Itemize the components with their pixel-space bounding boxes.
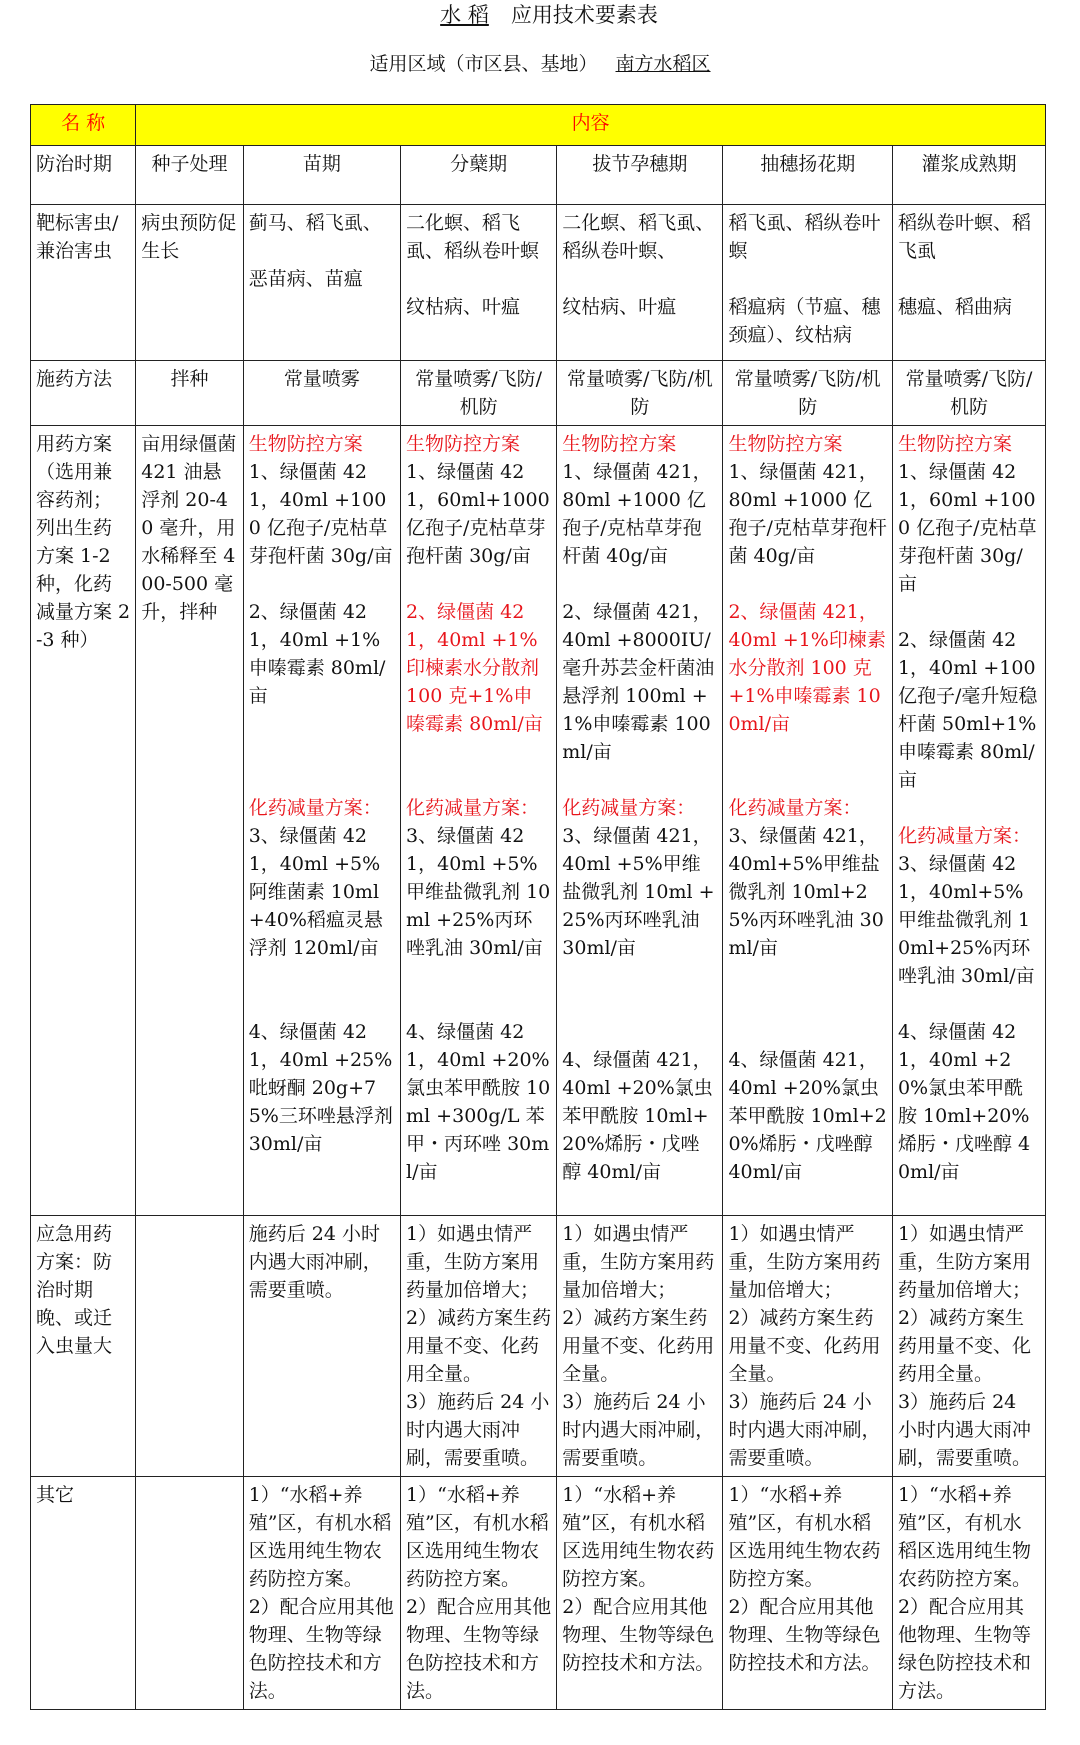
header-row bbox=[31, 105, 1046, 146]
pests-seedling bbox=[243, 205, 400, 361]
plan-tillering-2: 2、绿僵菌 421，40ml +1%印楝素水分散剂 100 克+1%申嗪霉素 80ml/亩 bbox=[406, 601, 543, 735]
plan-heading-2: 2、绿僵菌 421，40ml +1%印楝素水分散剂 100 克+1%申嗪霉素 100ml/亩 bbox=[728, 601, 886, 735]
other-note-2: 2）配合应用其他物理、生物等绿色防控技术和方法。 bbox=[728, 1596, 881, 1674]
pests-heading-insects: 稻飞虱、稻纵卷叶螟 bbox=[728, 212, 881, 262]
emergency-filling bbox=[892, 1216, 1045, 1477]
plan-jointing-2: 2、绿僵菌 421，40ml +8000IU/毫升苏芸金杆菌油悬浮剂 100ml +1%申嗪霉素 100ml/亩 bbox=[562, 601, 715, 763]
chem-plan-title: 化药减量方案： bbox=[562, 797, 696, 819]
other-filling bbox=[892, 1477, 1045, 1710]
pests-tillering bbox=[401, 205, 557, 361]
other-note-2: 2）配合应用其他物理、生物等绿色防控技术和方法。 bbox=[897, 1596, 1031, 1702]
emergency-jointing bbox=[557, 1216, 723, 1477]
emergency-note-1: 1）如遇虫情严重，生防方案用药量加倍增大； bbox=[406, 1223, 540, 1301]
other-row bbox=[31, 1477, 1046, 1710]
plan-heading bbox=[723, 426, 893, 1216]
pests-tillering-diseases: 纹枯病、叶瘟 bbox=[406, 296, 521, 318]
plan-tillering-3: 3、绿僵菌 421，40ml +5%甲维盐微乳剂 10ml +25%丙环唑乳油 30ml/亩 bbox=[406, 825, 551, 959]
other-seed bbox=[136, 1477, 243, 1710]
plan-seed: 亩用绿僵菌 421 油悬浮剂 20-40 毫升，用水稀释至 400-500 毫升，拌种 bbox=[136, 426, 243, 1216]
method-heading: 常量喷雾/飞防/机防 bbox=[723, 361, 893, 426]
emergency-note-1: 1）如遇虫情严重，生防方案用药量加倍增大； bbox=[562, 1223, 715, 1301]
method-jointing: 常量喷雾/飞防/机防 bbox=[557, 361, 723, 426]
plan-heading-3: 3、绿僵菌 421，40ml+5%甲维盐微乳剂 10ml+25%丙环唑乳油 30ml/亩 bbox=[728, 825, 884, 959]
col-jointing: 拔节孕穗期 bbox=[557, 146, 723, 205]
bio-plan-title: 生物防控方案 bbox=[897, 433, 1012, 455]
plan-filling-1: 1、绿僵菌 421，60ml +1000 亿孢子/克枯草芽孢杆菌 30g/亩 bbox=[897, 461, 1037, 595]
header-content: 内容 bbox=[136, 105, 1046, 146]
pests-tillering-insects: 二化螟、稻飞虱、稻纵卷叶螟 bbox=[406, 212, 540, 262]
pests-heading-diseases: 稻瘟病（节瘟、穗颈瘟）、纹枯病 bbox=[728, 296, 881, 346]
col-tillering: 分蘖期 bbox=[401, 146, 557, 205]
region-line bbox=[0, 50, 1080, 78]
emergency-heading bbox=[723, 1216, 893, 1477]
plan-seedling-3: 3、绿僵菌 421，40ml +5%阿维菌素 10ml +40%稻瘟灵悬浮剂 120ml/亩 bbox=[248, 825, 383, 959]
document-title bbox=[0, 0, 1080, 30]
emergency-row bbox=[31, 1216, 1046, 1477]
element-table bbox=[30, 104, 1046, 1710]
emergency-note-1: 1）如遇虫情严重，生防方案用药量加倍增大； bbox=[897, 1223, 1031, 1301]
phase-row bbox=[31, 146, 1046, 205]
region-label: 适用区域（市区县、基地） bbox=[369, 53, 598, 75]
emergency-note-2: 2）减药方案生药用量不变、化药用全量。 bbox=[406, 1307, 552, 1385]
plan-label-main: 用药方案 bbox=[36, 433, 113, 455]
pests-row bbox=[31, 205, 1046, 361]
plan-jointing-3: 3、绿僵菌 421，40ml +5%甲维盐微乳剂 10ml +25%丙环唑乳油 30ml/亩 bbox=[562, 825, 715, 959]
other-note-2: 2）配合应用其他物理、生物等绿色防控技术和方法。 bbox=[562, 1596, 715, 1674]
plan-label-note: （选用兼容药剂；列出生药方案 1-2 种，化药减量方案 2-3 种） bbox=[36, 461, 131, 651]
bio-plan-title: 生物防控方案 bbox=[728, 433, 843, 455]
pests-heading bbox=[723, 205, 893, 361]
chem-plan-title: 化药减量方案： bbox=[406, 797, 540, 819]
col-filling: 灌浆成熟期 bbox=[892, 146, 1045, 205]
emergency-note-3: 3）施药后 24 小时内遇大雨冲刷，需要重喷。 bbox=[406, 1391, 550, 1469]
plan-tillering-1: 1、绿僵菌 421，60ml+1000 亿孢子/克枯草芽孢杆菌 30g/亩 bbox=[406, 461, 550, 567]
other-tillering bbox=[401, 1477, 557, 1710]
plan-filling bbox=[892, 426, 1045, 1216]
plan-tillering bbox=[401, 426, 557, 1216]
method-label: 施药方法 bbox=[31, 361, 136, 426]
pests-jointing-diseases: 纹枯病、叶瘟 bbox=[562, 296, 677, 318]
pests-seed: 病虫预防促生长 bbox=[136, 205, 243, 361]
emergency-note-2: 2）减药方案生药用量不变、化药用全量。 bbox=[562, 1307, 715, 1385]
emergency-seed bbox=[136, 1216, 243, 1477]
other-heading bbox=[723, 1477, 893, 1710]
chem-plan-title: 化药减量方案： bbox=[248, 797, 382, 819]
col-period: 防治时期 bbox=[31, 146, 136, 205]
chem-plan-title: 化药减量方案： bbox=[728, 797, 862, 819]
other-note-2: 2）配合应用其他物理、生物等绿色防控技术和方法。 bbox=[406, 1596, 552, 1702]
pests-filling-diseases: 穗瘟、稻曲病 bbox=[897, 296, 1012, 318]
header-name: 名 称 bbox=[31, 105, 136, 146]
method-seed: 拌种 bbox=[136, 361, 243, 426]
other-seedling bbox=[243, 1477, 400, 1710]
other-note-1: 1）“水稻+养殖”区，有机水稻区选用纯生物农药防控方案。 bbox=[897, 1484, 1031, 1590]
method-filling: 常量喷雾/飞防/机防 bbox=[892, 361, 1045, 426]
other-label: 其它 bbox=[31, 1477, 136, 1710]
pests-jointing-insects: 二化螟、稻飞虱、稻纵卷叶螟、 bbox=[562, 212, 715, 262]
emergency-tillering bbox=[401, 1216, 557, 1477]
bio-plan-title: 生物防控方案 bbox=[248, 433, 363, 455]
emergency-seedling: 施药后 24 小时内遇大雨冲刷，需要重喷。 bbox=[243, 1216, 400, 1477]
method-tillering: 常量喷雾/飞防/机防 bbox=[401, 361, 557, 426]
pests-filling-insects: 稻纵卷叶螟、稻飞虱 bbox=[897, 212, 1031, 262]
col-seed: 种子处理 bbox=[136, 146, 243, 205]
plan-filling-2: 2、绿僵菌 421，40ml +100 亿孢子/毫升短稳杆菌 50ml+1%申嗪霉素 80ml/亩 bbox=[897, 629, 1038, 791]
bio-plan-title: 生物防控方案 bbox=[406, 433, 521, 455]
pests-label: 靶标害虫/兼治害虫 bbox=[31, 205, 136, 361]
col-heading: 抽穗扬花期 bbox=[723, 146, 893, 205]
title-rest: 应用技术要素表 bbox=[510, 3, 658, 27]
plan-heading-1: 1、绿僵菌 421，80ml +1000 亿孢子/克枯草芽孢杆菌 40g/亩 bbox=[728, 461, 887, 567]
plan-jointing-4: 4、绿僵菌 421，40ml +20%氯虫苯甲酰胺 10ml+20%烯肟・戊唑醇 40ml/亩 bbox=[562, 1049, 713, 1183]
plan-tillering-4: 4、绿僵菌 421，40ml +20%氯虫苯甲酰胺 10ml +300g/L 苯甲・丙环唑 30ml/亩 bbox=[406, 1021, 551, 1183]
plan-seedling-4: 4、绿僵菌 421，40ml +25%吡蚜酮 20g+75%三环唑悬浮剂 30ml/亩 bbox=[248, 1021, 393, 1155]
plan-filling-4: 4、绿僵菌 421，40ml +20%氯虫苯甲酰胺 10ml+20%烯肟・戊唑醇 40ml/亩 bbox=[897, 1021, 1031, 1183]
emergency-note-2: 2）减药方案生药用量不变、化药用全量。 bbox=[728, 1307, 881, 1385]
plan-heading-4: 4、绿僵菌 421，40ml +20%氯虫苯甲酰胺 10ml+20%烯肟・戊唑醇 40ml/亩 bbox=[728, 1049, 887, 1183]
other-note-1: 1）“水稻+养殖”区，有机水稻区选用纯生物农药防控方案。 bbox=[562, 1484, 715, 1590]
emergency-note-3: 3）施药后 24 小时内遇大雨冲刷，需要重喷。 bbox=[728, 1391, 881, 1469]
region-value: 南方水稻区 bbox=[615, 53, 711, 75]
plan-seedling-1: 1、绿僵菌 421，40ml +1000 亿孢子/克枯草芽孢杆菌 30g/亩 bbox=[248, 461, 393, 567]
plan-seedling-2: 2、绿僵菌 421，40ml +1%申嗪霉素 80ml/亩 bbox=[248, 601, 386, 707]
other-note-2: 2）配合应用其他物理、生物等绿色防控技术和方法。 bbox=[248, 1596, 394, 1702]
col-seedling: 苗期 bbox=[243, 146, 400, 205]
plan-label bbox=[31, 426, 136, 1216]
pests-seedling-insects: 蓟马、稻飞虱、 bbox=[248, 212, 382, 234]
pests-jointing bbox=[557, 205, 723, 361]
other-note-1: 1）“水稻+养殖”区，有机水稻区选用纯生物农药防控方案。 bbox=[406, 1484, 549, 1590]
other-note-1: 1）“水稻+养殖”区，有机水稻区选用纯生物农药防控方案。 bbox=[728, 1484, 881, 1590]
plan-row bbox=[31, 426, 1046, 1216]
emergency-label: 应急用药方案：防治时期晚、或迁入虫量大 bbox=[31, 1216, 136, 1477]
plan-jointing bbox=[557, 426, 723, 1216]
emergency-note-3: 3）施药后 24 小时内遇大雨冲刷，需要重喷。 bbox=[897, 1391, 1031, 1469]
emergency-note-3: 3）施药后 24 小时内遇大雨冲刷，需要重喷。 bbox=[562, 1391, 715, 1469]
pests-seedling-diseases: 恶苗病、苗瘟 bbox=[248, 268, 363, 290]
crop-name: 水 稻 bbox=[440, 3, 489, 27]
bio-plan-title: 生物防控方案 bbox=[562, 433, 677, 455]
emergency-note-1: 1）如遇虫情严重，生防方案用药量加倍增大； bbox=[728, 1223, 881, 1301]
plan-seedling bbox=[243, 426, 400, 1216]
plan-filling-3: 3、绿僵菌 421，40ml+5%甲维盐微乳剂 10ml+25%丙环唑乳油 30ml/亩 bbox=[897, 853, 1035, 987]
plan-jointing-1: 1、绿僵菌 421，80ml +1000 亿孢子/克枯草芽孢杆菌 40g/亩 bbox=[562, 461, 712, 567]
pests-filling bbox=[892, 205, 1045, 361]
other-note-1: 1）“水稻+养殖”区，有机水稻区选用纯生物农药防控方案。 bbox=[248, 1484, 392, 1590]
method-row bbox=[31, 361, 1046, 426]
emergency-note-2: 2）减药方案生药用量不变、化药用全量。 bbox=[897, 1307, 1031, 1385]
chem-plan-title: 化药减量方案： bbox=[897, 825, 1031, 847]
method-seedling: 常量喷雾 bbox=[243, 361, 400, 426]
other-jointing bbox=[557, 1477, 723, 1710]
